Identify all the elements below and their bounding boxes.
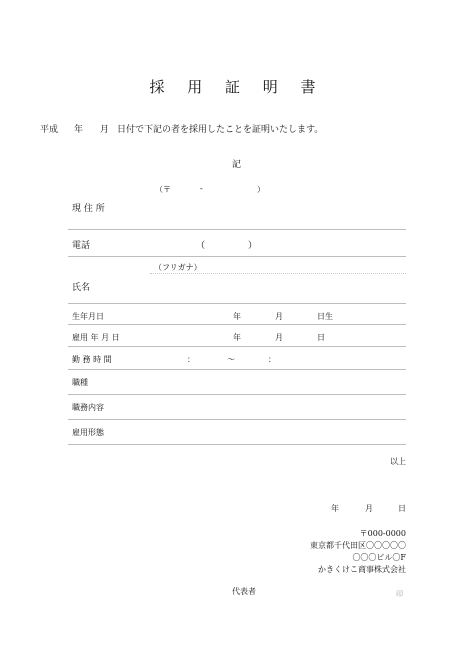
birth-day: 日生: [317, 312, 333, 321]
document-title: 採 用 証 明 書: [149, 78, 325, 96]
date-month: 月: [365, 504, 373, 513]
birth-label: 生年月日: [72, 312, 104, 321]
phone-label: 電話: [72, 241, 91, 251]
birth-rule: [68, 324, 406, 325]
furigana-rule: [150, 273, 406, 274]
phone-open: （: [196, 241, 206, 251]
address-label: 現 住 所: [72, 204, 105, 214]
hours-tilde: 〜: [227, 355, 235, 364]
intro-era: 平成: [40, 125, 59, 135]
date-year: 年: [331, 504, 339, 513]
hours-rule: [68, 369, 406, 370]
intro-text: 日付で下記の者を採用したことを証明いたします。: [117, 125, 324, 135]
hours-label: 勤 務 時 間: [72, 355, 112, 364]
hire-label: 雇用 年 月 日: [72, 333, 120, 342]
postal-open: （〒: [155, 185, 171, 194]
ijo-text: 以上: [390, 457, 406, 466]
birth-month: 月: [275, 312, 283, 321]
employment-form-label: 雇用形態: [72, 428, 104, 437]
hire-day: 日: [317, 333, 325, 342]
duties-label: 職務内容: [72, 403, 104, 412]
job-type-rule: [68, 394, 406, 395]
name-rule: [68, 303, 406, 304]
date-day: 日: [398, 504, 406, 513]
phone-rule: [68, 256, 406, 257]
employment-form-rule: [68, 444, 406, 445]
furigana-label: （フリガナ）: [154, 263, 202, 272]
hire-rule: [68, 346, 406, 347]
ki-heading: 記: [232, 160, 242, 170]
hours-colon-start: ：: [187, 355, 195, 364]
intro-month: 月: [100, 125, 110, 135]
intro-year: 年: [74, 125, 84, 135]
hours-colon-end: ：: [268, 355, 276, 364]
company-address-2: 〇〇〇ビル〇F: [352, 553, 406, 562]
phone-close: ）: [248, 241, 258, 251]
postal-dash: -: [200, 184, 203, 193]
hire-year: 年: [233, 333, 241, 342]
birth-year: 年: [233, 312, 241, 321]
name-label: 氏名: [72, 283, 91, 293]
company-postal: 〒000-0000: [359, 529, 406, 538]
duties-rule: [68, 419, 406, 420]
company-name: かきくけこ商事株式会社: [318, 565, 406, 574]
company-address-1: 東京都千代田区〇〇〇〇〇: [310, 541, 406, 550]
address-rule: [68, 229, 406, 230]
representative-label: 代表者: [232, 587, 256, 596]
job-type-label: 職種: [72, 378, 88, 387]
seal-mark: 印: [396, 590, 403, 598]
hire-month: 月: [275, 333, 283, 342]
postal-close: ）: [257, 185, 265, 194]
